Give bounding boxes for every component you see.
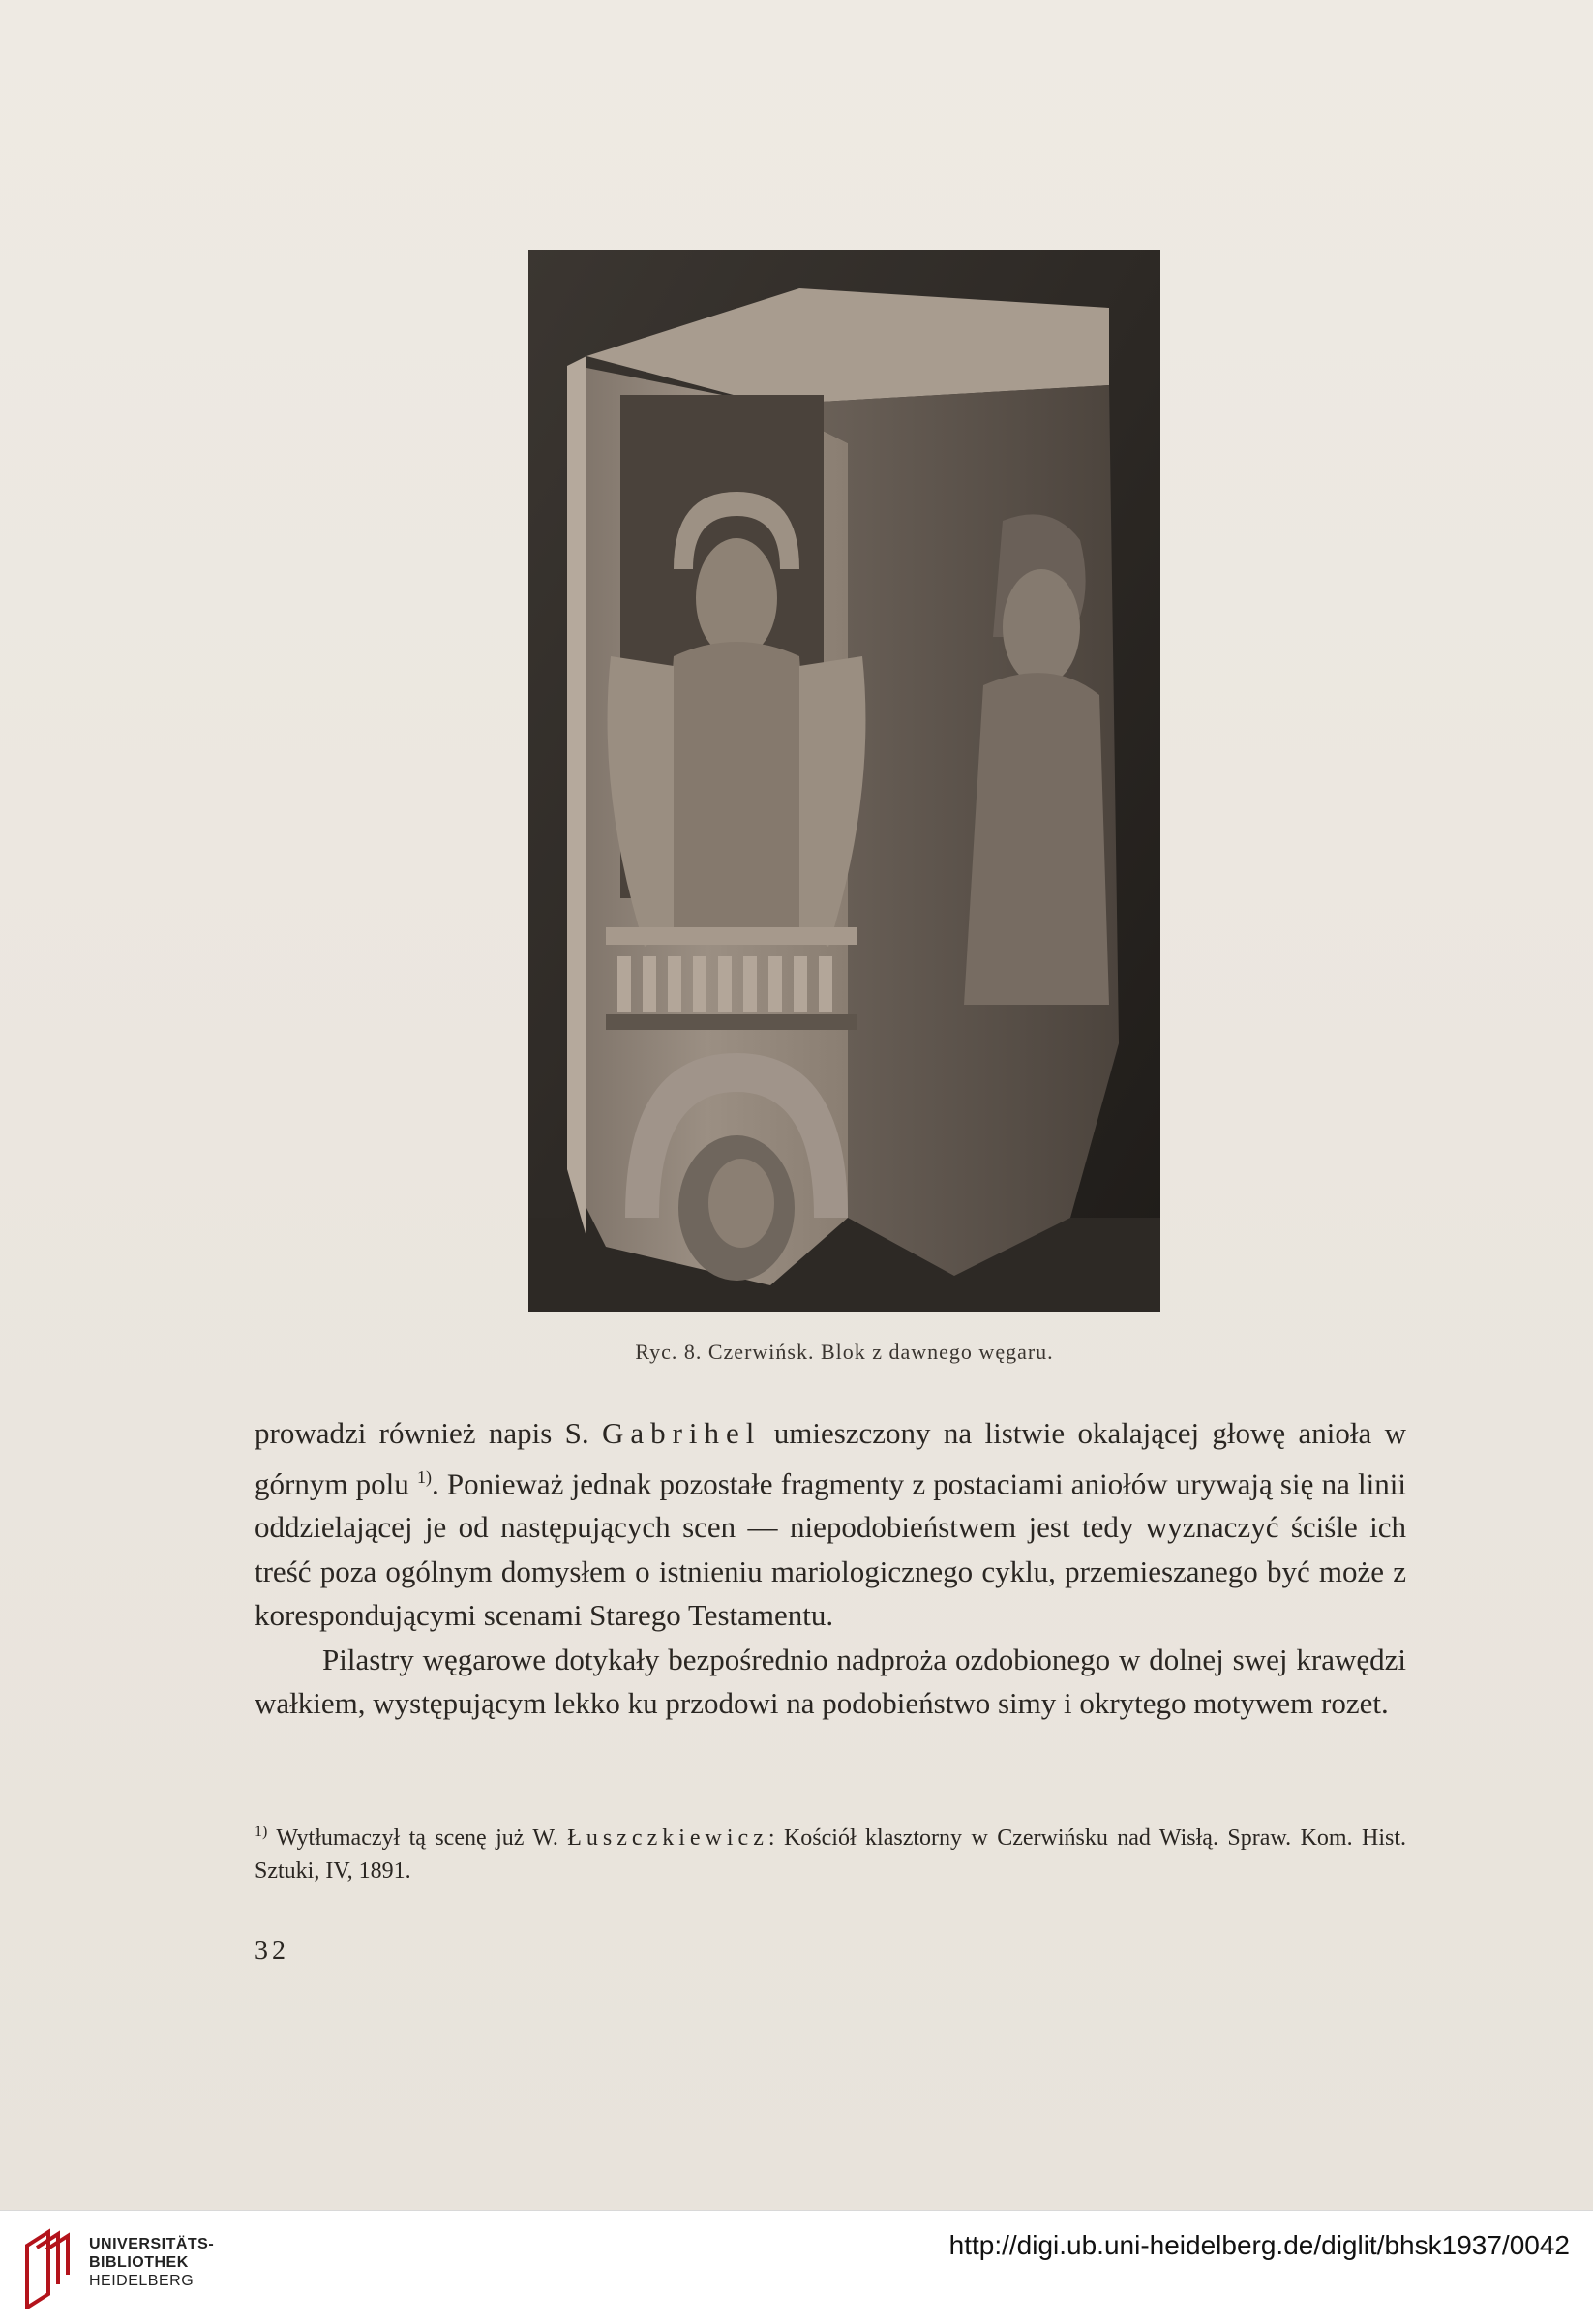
footnote: $^{1)}$ Wytłumaczył tą scenę już W. Łuszczkiewicz: Kościół klasztorny w Czerwińsku nad Wisłą. Spraw. Kom. Hist. Sztuki, IV, 1891. [255, 1824, 1407, 1884]
source-url[interactable]: http://digi.ub.uni-heidelberg.de/diglit/bhsk1937/0042 [948, 2230, 1570, 2260]
name-gabrihel: Gabrihel [601, 1416, 762, 1450]
paragraph-1: prowadzi również napis S. Gabrihel umieszczony na listwie okalającej głowę anioła w górnym polu $^{1)}$. Ponieważ jednak pozostałe fragmenty z postaciami aniołów urywają się na linii oddzielającej je od następujących scen — niepodobieństwem jest tedy wyznaczyć ściśle ich treść poza ogólnym domysłem o istnieniu mariologicznego cyklu, przemieszanego być może z korespondującymi scenami Starego Testamentu. [255, 1416, 1406, 1633]
relief-photograph [528, 250, 1160, 1312]
page-number: 32 [255, 1936, 289, 1966]
body-text [255, 1411, 1406, 1726]
figure-caption: Ryc. 8. Czerwińsk. Blok z dawnego węgaru. [635, 1340, 1054, 1364]
footer-bar [0, 2210, 1593, 2324]
library-logo-icon [19, 2226, 79, 2314]
footnote-author: Łuszczkiewicz [567, 1826, 768, 1851]
library-name: UNIVERSITÄTS- BIBLIOTHEK HEIDELBERG [89, 2236, 215, 2289]
footnote-reference[interactable]: 1) [416, 1466, 432, 1487]
paragraph-2: Pilastry węgarowe dotykały bezpośrednio nadproża ozdobionego w dolnej swej krawędzi wałkiem, występującym lekko ku przodowi na podobieństwo simy i okrytego motywem rozet. [255, 1642, 1406, 1721]
